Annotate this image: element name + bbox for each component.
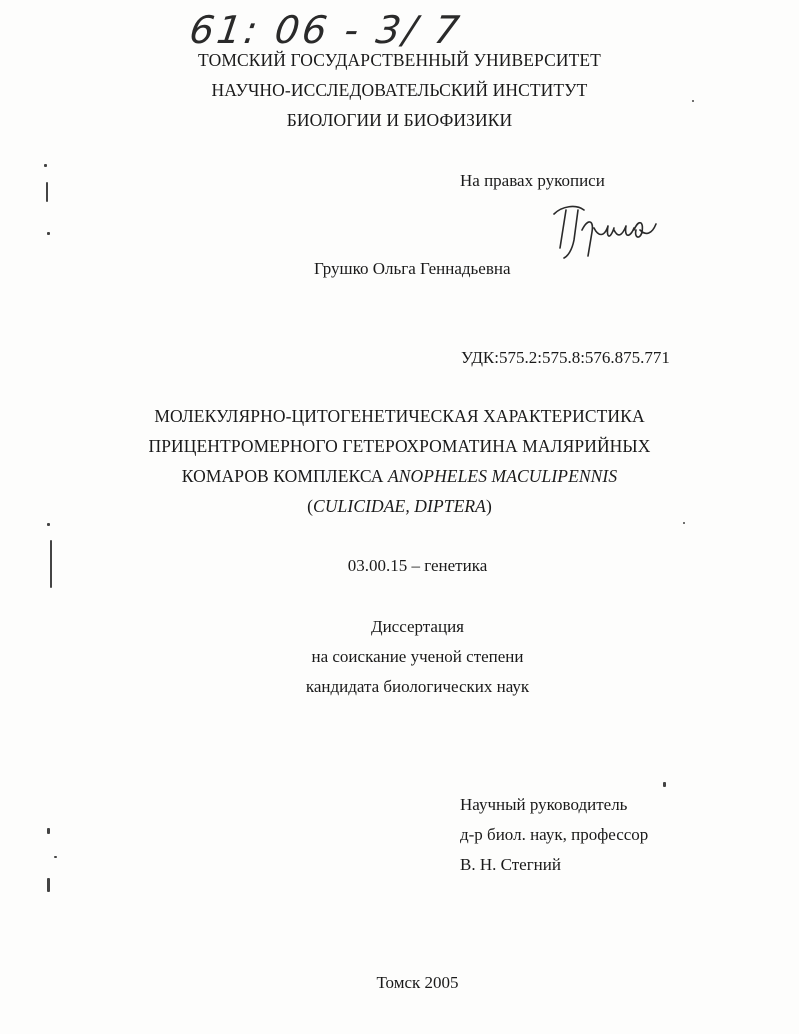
city-year: Томск 2005	[376, 973, 459, 992]
scan-speck	[47, 523, 50, 526]
handwritten-archive-number: 61: 06 - 3/ 7	[186, 8, 465, 52]
title-paren-open: (	[307, 496, 314, 516]
specialty-code: 03.00.15 – генетика	[347, 556, 488, 575]
university-name: ТОМСКИЙ ГОСУДАРСТВЕННЫЙ УНИВЕРСИТЕТ	[198, 50, 601, 70]
scan-speck	[46, 182, 48, 202]
supervisor-name: В. Н. Стегний	[460, 855, 561, 874]
species-name: ANOPHELES MACULIPENNIS	[387, 466, 618, 486]
scan-speck	[692, 100, 694, 102]
scan-speck	[663, 782, 666, 787]
author-name: Грушко Ольга Геннадьевна	[314, 259, 511, 278]
dissertation-purpose: на соискание ученой степени	[311, 647, 524, 666]
scan-speck	[50, 540, 52, 588]
title-line-2: ПРИЦЕНТРОМЕРНОГО ГЕТЕРОХРОМАТИНА МАЛЯРИЙНЫХ	[148, 436, 651, 456]
scan-speck	[47, 878, 50, 892]
scan-speck	[54, 856, 57, 858]
taxonomy-name: CULICIDAE, DIPTERA	[313, 496, 486, 516]
udc-code: УДК:575.2:575.8:576.875.771	[461, 348, 670, 367]
institute-name-line2: БИОЛОГИИ И БИОФИЗИКИ	[286, 110, 513, 130]
scan-speck	[44, 164, 47, 167]
title-paren-close: )	[485, 496, 492, 516]
title-line-3-prefix: КОМАРОВ КОМПЛЕКСА	[181, 466, 388, 486]
scan-speck	[683, 522, 685, 524]
title-line-3	[0, 466, 799, 486]
supervisor-role: Научный руководитель	[460, 795, 628, 814]
scan-speck	[47, 828, 50, 834]
signature-image	[548, 200, 663, 262]
supervisor-degree: д-р биол. наук, профессор	[460, 825, 649, 844]
dissertation-degree: кандидата биологических наук	[305, 677, 530, 696]
title-line-1: МОЛЕКУЛЯРНО-ЦИТОГЕНЕТИЧЕСКАЯ ХАРАКТЕРИСТИКА	[154, 406, 645, 426]
manuscript-note: На правах рукописи	[460, 171, 605, 190]
dissertation-label: Диссертация	[370, 617, 464, 636]
scan-speck	[47, 232, 50, 235]
title-line-4	[0, 496, 799, 516]
institute-name: НАУЧНО-ИССЛЕДОВАТЕЛЬСКИЙ ИНСТИТУТ	[211, 80, 588, 100]
